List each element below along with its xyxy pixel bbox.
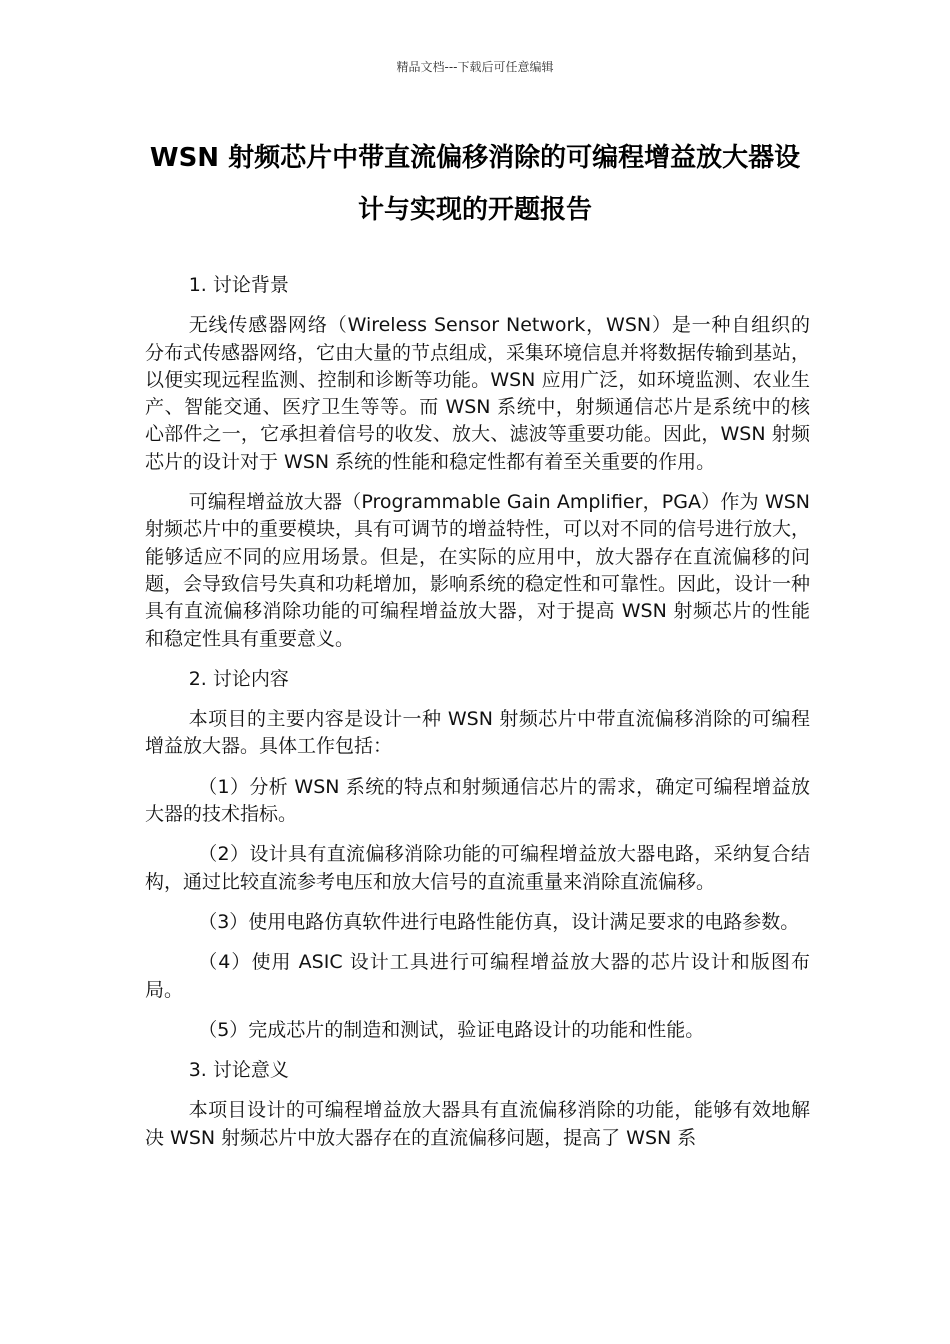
list-item: （2）设计具有直流偏移消除功能的可编程增益放大器电路，采纳复合结构，通过比较直流参考电压和放大信号的直流重量来消除直流偏移。 [145,843,810,893]
paragraph-significance: 本项目设计的可编程增益放大器具有直流偏移消除的功能，能够有效地解决 WSN 射频芯片中放大器存在的直流偏移问题，提高了 WSN 系 [145,1099,810,1149]
list-item: （4）使用 ASIC 设计工具进行可编程增益放大器的芯片设计和版图布局。 [145,951,810,1001]
section-heading-content: 2. 讨论内容 [188,667,289,690]
document-title: WSN 射频芯片中带直流偏移消除的可编程增益放大器设计与实现的开题报告 [149,143,801,225]
section-heading-background: 1. 讨论背景 [188,274,289,296]
document-body [145,272,810,1165]
list-item: （5）完成芯片的制造和测试，验证电路设计的功能和性能。 [198,1018,705,1041]
section-heading-significance: 3. 讨论意义 [188,1059,289,1082]
paragraph-wsn-intro: 无线传感器网络（Wireless Sensor Network，WSN）是一种自组织的分布式传感器网络，它由大量的节点组成，采集环境信息并将数据传输到基站，以便实现远程监测、控制和诊断等功能。WSN 应用广泛，如环境监测、农业生产、智能交通、医疗卫生等等。而 WSN 系统中，射频通信芯片是系统中的核心部件之一，它承担着信号的收发、放大、滤波等重要功能。因此，WSN 射频芯片的设计对于 WSN 系统的性能和稳定性都有着至关重要的作用。 [145,314,811,473]
paragraph-pga-intro: 可编程增益放大器（Programmable Gain Amplifier，PGA）作为 WSN 射频芯片中的重要模块，具有可调节的增益特性，可以对不同的信号进行放大，能够适应不同的应用场景。但是，在实际的应用中，放大器存在直流偏移的问题，会导致信号失真和功耗增加，影响系统的稳定性和可靠性。因此，设计一种具有直流偏移消除功能的可编程增益放大器，对于提高 WSN 射频芯片的性能和稳定性具有重要意义。 [145,491,811,650]
header-note: 精品文档---下载后可任意编辑 [396,60,554,74]
paragraph-project-content: 本项目的主要内容是设计一种 WSN 射频芯片中带直流偏移消除的可编程增益放大器。具体工作包括： [145,708,810,758]
list-item: （1）分析 WSN 系统的特点和射频通信芯片的需求，确定可编程增益放大器的技术指标。 [145,775,810,826]
list-item: （3）使用电路仿真软件进行电路性能仿真，设计满足要求的电路参数。 [198,910,800,933]
